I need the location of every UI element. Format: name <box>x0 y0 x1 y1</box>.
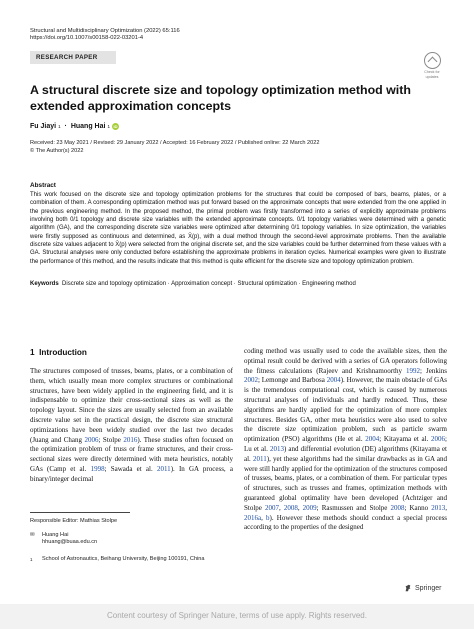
body-text: The structures composed of trusses, beams, plates, or a combination of them, which usually mean more complex structures or combinational structures, have been widely applied in the engineering field, and it is indispensable to optimize their cross-sectional sizes as well as the topology layout. Since the sizes are usually selected from an available discrete value set in the practical design, the discrete size structural optimizations have been widely studied over the last two decades (Juang and Chang <box>30 367 233 444</box>
body-text: ; Lu et al. <box>244 435 447 453</box>
citation-link[interactable]: 2009 <box>302 503 317 512</box>
envelope-icon: ✉ <box>30 532 35 538</box>
body-text: ), yet these algorithms had the similar drawbacks as in GA and were still hardly applied for the optimization of the structures composed of trusses, beams, plates, or a combination of them. For particular types of structures, such as trusses and frames, optimization methods with guaranteed global optimality have been developed (Achtziger and Stolpe <box>244 454 447 512</box>
body-text: ). In GA process, a binary/integer decimal <box>30 464 233 483</box>
citation-link[interactable]: 2016a <box>244 513 262 522</box>
citation-link[interactable]: 2008 <box>390 503 405 512</box>
doi-link[interactable]: https://doi.org/10.1007/s00158-022-03201-4 <box>30 35 144 41</box>
body-text: coding method was usually used to code the available sizes, then the optimal result could be derived with a series of GA operators following the fitness calculations (Rajeev and Krishnamoorthy <box>244 347 447 375</box>
publication-dates <box>30 140 450 155</box>
affiliation-text: School of Astronautics, Beihang University, Beijing 100191, China <box>42 556 205 562</box>
citation-link[interactable]: 2013 <box>269 444 284 453</box>
citation-link[interactable]: 2006 <box>431 435 446 444</box>
body-text: ). However, the main obstacle of GAs is the tremendous computational cost, which is caused by numerous structural analyses of individuals and hardly reduced. Thus, these algorithms are hardly applied for the optimization of more complex structures. Besides GA, other meta heuristics were also used to solve the discrete size optimization problem, such as particle swarm optimization (PSO) algorithms (He et al. <box>244 376 447 444</box>
section-heading <box>30 348 87 357</box>
history-dates: Received: 23 May 2021 / Revised: 29 January 2022 / Accepted: 16 February 2022 / Published online: 22 March 2022 <box>30 140 320 146</box>
keywords-label: Keywords <box>30 281 59 287</box>
body-text: ; Kanno <box>404 503 432 512</box>
citation-link[interactable]: 2002 <box>244 376 258 385</box>
citation-link[interactable]: 2006 <box>84 435 99 444</box>
body-text: ; Stolpe <box>98 435 124 444</box>
check-updates-label-2: updates <box>425 75 439 80</box>
body-text: ). These studies often focused on the optimization problem of truss or frame structures, and their cross-sectional sizes were directly determined with meta heuristics, notably GAs (Camp et al. <box>30 435 233 473</box>
abstract-text: This work focused on the discrete size and topology optimization problems for the structures that could be composed of bars, beams, plates, or a combination of them. A corresponding optimization method was put forward based on the approximate concepts that were extended from the one applied in the previous engineering method. In the proposed method, the primal problem was firstly transformed into a series of explicitly approximate problems involving both 0/1 topology and discrete size variables with the extended approximate concepts. 0/1 topology variables were determined with a genetic algorithm (GA), and the corresponding discrete size variables were optimized after determining 0/1 topology variables. In size optimization, the variables were firstly supposed as continuous and determined, as X̄(p), with a dual method through the second-level approximate problems. Then the available discrete size values adjacent to X̄(p) were selected from the original discrete set, and the size variables could be further determined from these values with a GA. Structural analyses were only conducted before establishing the approximate problems in iteration cycles. Numerical examples were given to illustrate the performance of this method, and the results indicate that this method is quite efficient for the discrete size and topology optimization problem. <box>30 192 446 265</box>
citation-link[interactable]: 1992 <box>406 366 421 375</box>
body-text: ; Sawada et al. <box>104 464 157 473</box>
body-text: , <box>261 513 267 522</box>
citation-link[interactable]: 2004 <box>326 376 341 385</box>
responsible-editor: Responsible Editor: Mathias Stolpe <box>30 518 118 524</box>
body-text: , <box>278 503 284 512</box>
body-text: ; Rasmussen and Stolpe <box>316 503 391 512</box>
journal-header <box>30 28 180 42</box>
journal-citation: Structural and Multidisciplinary Optimization (2022) 65:116 <box>30 28 180 34</box>
author-affiliation-mark: 1 <box>58 124 61 129</box>
body-column-left <box>30 367 233 485</box>
author-name[interactable]: Huang Hai <box>70 123 106 130</box>
publisher-name: Springer <box>415 584 442 592</box>
citation-link[interactable]: 2016 <box>123 435 138 444</box>
copyright-line: © The Author(s) 2022 <box>30 147 84 154</box>
corresponding-author <box>30 532 230 548</box>
body-text: ). However these methods should conduct a special process according to the properties of the designed <box>244 513 448 532</box>
keywords <box>30 280 446 288</box>
affiliation-number: 1 <box>30 557 33 562</box>
paper-title: A structural discrete size and topology optimization method with extended approximation concepts <box>30 83 411 113</box>
courtesy-notice: Content courtesy of Springer Nature, terms of use apply. Rights reserved. <box>107 611 367 620</box>
body-text: , <box>297 503 303 512</box>
citation-link[interactable]: b <box>266 513 270 522</box>
body-column-right <box>244 347 447 533</box>
citation-link[interactable]: 2004 <box>365 435 380 444</box>
citation-link[interactable]: 2008 <box>283 503 298 512</box>
author-list <box>30 123 119 130</box>
author-name[interactable]: Fu Jiayi <box>30 123 57 130</box>
citation-link[interactable]: 1998 <box>90 464 105 473</box>
citation-link[interactable]: 2007 <box>264 503 279 512</box>
citation-link[interactable]: 2011 <box>156 464 171 473</box>
body-text: ; Lemonge and Barbosa <box>258 376 327 385</box>
citation-link[interactable]: 2013 <box>431 503 446 512</box>
article-type-badge: RESEARCH PAPER <box>30 51 116 64</box>
abstract-heading: Abstract <box>30 182 56 189</box>
contact-email[interactable]: hhuang@buaa.edu.cn <box>42 539 98 546</box>
body-text: ; Jenkins <box>420 366 447 375</box>
check-updates-label-1: Check for <box>424 70 440 74</box>
orcid-icon[interactable]: iD <box>113 124 118 129</box>
contact-name: Huang Hai <box>42 532 69 538</box>
check-for-updates-button[interactable] <box>420 52 444 79</box>
citation-link[interactable]: 2011 <box>253 454 267 463</box>
author-affiliation-mark: 1 <box>107 124 110 129</box>
springer-horse-icon <box>404 584 412 592</box>
section-title: Introduction <box>39 348 87 357</box>
section-number: 1 <box>30 348 35 357</box>
affiliation <box>30 556 230 572</box>
body-text: ) and differential evolution (DE) algorithms (Kitayama et al. <box>244 444 448 463</box>
check-updates-icon <box>424 52 441 69</box>
footnote-divider <box>30 512 130 513</box>
body-text: ; Kitayama et al. <box>379 435 432 444</box>
keywords-text: Discrete size and topology optimization · Approximation concept · Structural optimization · Engineering method <box>62 281 356 287</box>
author-separator: · <box>62 123 69 130</box>
publisher-logo <box>404 584 441 592</box>
body-text: , <box>445 503 448 512</box>
